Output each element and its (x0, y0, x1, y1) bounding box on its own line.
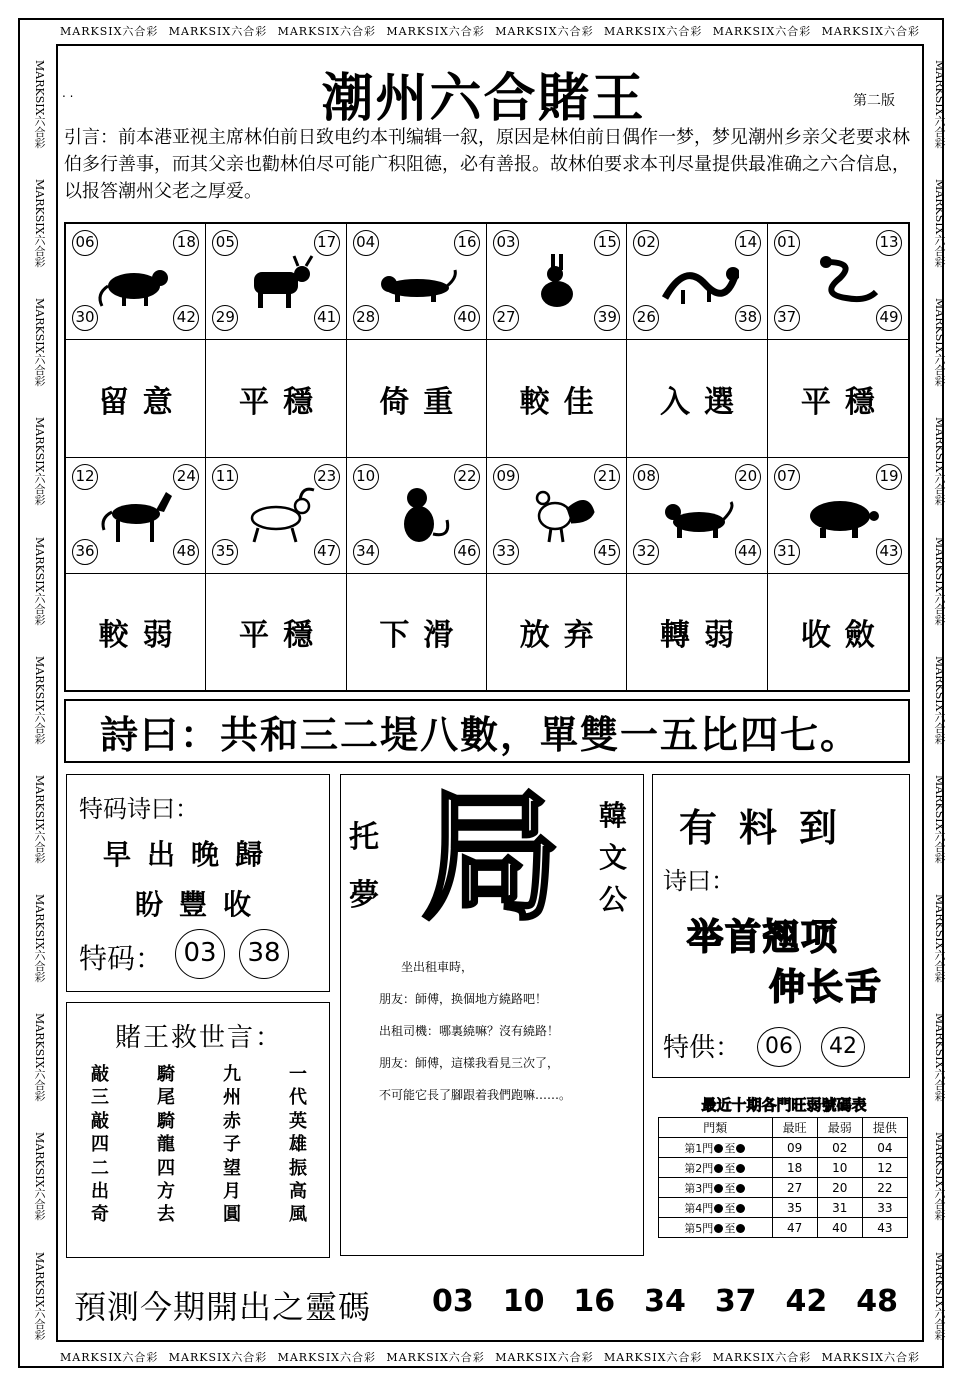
story-line: 坐出租車時， (401, 960, 474, 974)
ball-icon (714, 1224, 723, 1233)
material-supply-label: 特供： (663, 1033, 742, 1063)
story-line: 出租司機：哪裏繞嘛？沒有繞路！ (379, 1024, 560, 1038)
dog-icon (655, 482, 739, 548)
record-gate: 第3門 至 (659, 1178, 773, 1198)
zodiac-number: 18 (173, 230, 199, 256)
zodiac-cell (66, 458, 206, 574)
ball-icon (736, 1204, 745, 1213)
record-max: 35 (772, 1198, 817, 1218)
zodiac-number: 31 (774, 539, 800, 565)
zodiac-number: 20 (735, 464, 761, 490)
fortune-text: 轉弱 (627, 574, 767, 690)
watermark-text: MARKSIX六合彩 (168, 25, 268, 38)
rooster-icon (515, 482, 599, 548)
watermark-text: MARKSIX六合彩 (60, 25, 159, 38)
material-poem-label: 诗曰： (663, 867, 735, 895)
prediction-number: 10 (502, 1284, 545, 1319)
saviour-char: 一 (289, 1064, 307, 1085)
saviour-columns (91, 1063, 307, 1227)
watermark-text: MARKSIX六合彩 (33, 1013, 46, 1102)
ball-icon (736, 1144, 745, 1153)
saviour-char: 九 (223, 1064, 241, 1085)
rat-icon (94, 248, 178, 314)
zodiac-number: 14 (735, 230, 761, 256)
zodiac-cell (347, 458, 487, 574)
ball-icon (736, 1184, 745, 1193)
record-gate: 第5門 至 (659, 1218, 773, 1238)
record-row (659, 1158, 908, 1178)
zodiac-number: 08 (633, 464, 659, 490)
zodiac-number: 49 (876, 305, 902, 331)
fortune-text: 倚重 (347, 340, 487, 458)
watermark-text: MARKSIX六合彩 (933, 894, 946, 983)
saviour-char: 月 (223, 1181, 241, 1203)
zodiac-number: 30 (72, 305, 98, 331)
zodiac-cell (487, 458, 627, 574)
saviour-char: 振 (289, 1157, 307, 1179)
zodiac-number: 24 (173, 464, 199, 490)
zodiac-number: 32 (633, 539, 659, 565)
record-min: 10 (817, 1158, 862, 1178)
tiger-icon (375, 248, 459, 314)
saviour-char: 敲 (91, 1110, 109, 1132)
dream-left-char: 夢 (349, 878, 379, 913)
special-poem-box (66, 774, 330, 992)
zodiac-cell (627, 224, 767, 340)
zodiac-number: 27 (493, 305, 519, 331)
prediction-number: 03 (432, 1284, 474, 1319)
watermark-text: MARKSIX六合彩 (603, 25, 703, 38)
prediction-numbers (432, 1284, 898, 1319)
saviour-char: 三 (91, 1087, 109, 1109)
saviour-column (223, 1063, 241, 1227)
record-offer: 22 (862, 1178, 907, 1198)
special-poem-line1: 早出晚歸 (103, 838, 280, 871)
record-max: 27 (772, 1178, 817, 1198)
material-box (652, 774, 910, 1078)
zodiac-number: 11 (212, 464, 238, 490)
story-line: 不可能它長了腳跟着我們跑嘛……。 (379, 1088, 572, 1102)
saviour-column (91, 1063, 109, 1227)
saviour-char: 騎 (157, 1064, 175, 1085)
header-dots: . . (62, 86, 74, 100)
watermark-text: MARKSIX六合彩 (33, 1132, 46, 1221)
dream-right-char: 文 (599, 841, 628, 874)
record-row (659, 1198, 908, 1218)
special-code-label: 特码： (79, 942, 164, 975)
prediction-number: 16 (573, 1284, 616, 1319)
record-offer: 04 (862, 1138, 907, 1158)
watermark-text: MARKSIX六合彩 (60, 1351, 159, 1364)
zodiac-cell (206, 224, 346, 340)
fortune-text: 入選 (627, 340, 767, 458)
watermark-left (28, 60, 50, 1340)
snake-icon (796, 248, 880, 314)
watermark-bottom (60, 1346, 920, 1368)
dream-story (379, 951, 639, 1111)
zodiac-number: 36 (72, 539, 98, 565)
record-min: 40 (817, 1218, 862, 1238)
rabbit-icon (515, 248, 599, 314)
zodiac-cell (66, 224, 206, 340)
record-offer: 33 (862, 1198, 907, 1218)
record-gate: 第1門 至 (659, 1138, 773, 1158)
saviour-char: 赤 (223, 1110, 241, 1132)
zodiac-number: 01 (774, 230, 800, 256)
watermark-text: MARKSIX六合彩 (933, 1251, 946, 1340)
zodiac-number: 05 (212, 230, 238, 256)
zodiac-number: 46 (454, 539, 480, 565)
watermark-text: MARKSIX六合彩 (933, 536, 946, 626)
material-poem-line1: 举首翘项 (687, 917, 840, 958)
zodiac-number: 45 (594, 539, 620, 565)
goat-icon (234, 482, 318, 548)
watermark-text: MARKSIX六合彩 (386, 25, 485, 38)
special-poem-line2: 盼豐收 (135, 888, 268, 921)
special-code-1: 03 (175, 929, 225, 979)
monkey-icon (375, 482, 459, 548)
ball-icon (714, 1204, 723, 1213)
watermark-text: MARKSIX六合彩 (33, 536, 46, 626)
material-supply-1: 06 (757, 1027, 801, 1067)
watermark-text: MARKSIX六合彩 (933, 298, 946, 387)
zodiac-number: 13 (876, 230, 902, 256)
watermark-text: MARKSIX六合彩 (33, 417, 46, 506)
record-max: 47 (772, 1218, 817, 1238)
zodiac-cell (347, 224, 487, 340)
watermark-text: MARKSIX六合彩 (933, 774, 946, 864)
ball-icon (714, 1164, 723, 1173)
fortune-text: 較弱 (66, 574, 206, 690)
zodiac-number: 40 (454, 305, 480, 331)
watermark-text: MARKSIX六合彩 (33, 298, 46, 387)
zodiac-cell (206, 458, 346, 574)
record-gate: 第2門 至 (659, 1158, 773, 1178)
zodiac-number: 33 (493, 539, 519, 565)
zodiac-number: 44 (735, 539, 761, 565)
ox-icon (234, 248, 318, 314)
saviour-char: 雄 (289, 1134, 307, 1156)
zodiac-number: 17 (314, 230, 340, 256)
record-table (658, 1117, 908, 1238)
watermark-text: MARKSIX六合彩 (33, 894, 46, 983)
record-header: 最旺 (772, 1118, 817, 1138)
watermark-text: MARKSIX六合彩 (495, 1351, 594, 1364)
watermark-text: MARKSIX六合彩 (33, 60, 46, 149)
watermark-text: MARKSIX六合彩 (277, 25, 377, 38)
zodiac-number: 16 (454, 230, 480, 256)
record-row (659, 1138, 908, 1158)
zodiac-number: 10 (353, 464, 379, 490)
zodiac-cell (487, 224, 627, 340)
record-offer: 12 (862, 1158, 907, 1178)
dragon-icon (655, 248, 739, 314)
zodiac-number: 04 (353, 230, 379, 256)
saviour-char: 方 (157, 1181, 175, 1203)
watermark-text: MARKSIX六合彩 (33, 655, 46, 745)
record-row (659, 1218, 908, 1238)
material-supply-2: 42 (821, 1027, 865, 1067)
zodiac-number: 02 (633, 230, 659, 256)
zodiac-number: 19 (876, 464, 902, 490)
zodiac-number: 39 (594, 305, 620, 331)
story-line: 朋友：師傅，换個地方繞路吧！ (379, 992, 548, 1006)
ball-icon (714, 1144, 723, 1153)
zodiac-number: 03 (493, 230, 519, 256)
zodiac-number: 26 (633, 305, 659, 331)
watermark-text: MARKSIX六合彩 (33, 774, 46, 864)
saviour-char: 望 (223, 1157, 241, 1179)
watermark-text: MARKSIX六合彩 (933, 60, 946, 149)
zodiac-number: 22 (454, 464, 480, 490)
dream-right-char: 韓 (599, 799, 628, 832)
watermark-text: MARKSIX六合彩 (933, 1132, 946, 1221)
zodiac-grid (64, 222, 910, 692)
record-header: 門類 (659, 1118, 773, 1138)
record-row (659, 1178, 908, 1198)
record-min: 31 (817, 1198, 862, 1218)
special-code-2: 38 (239, 929, 289, 979)
zodiac-number: 15 (594, 230, 620, 256)
dream-right-text (599, 795, 627, 921)
watermark-right (928, 60, 950, 1340)
watermark-text: MARKSIX六合彩 (712, 25, 812, 38)
zodiac-cell (768, 224, 908, 340)
ball-icon (736, 1224, 745, 1233)
saviour-char: 奇 (91, 1204, 109, 1226)
zodiac-number: 48 (173, 539, 199, 565)
saviour-char: 風 (289, 1204, 307, 1226)
zodiac-number: 41 (314, 305, 340, 331)
saviour-char: 出 (91, 1181, 109, 1203)
material-title: 有料到 (679, 806, 860, 850)
fortune-text: 下滑 (347, 574, 487, 690)
zodiac-number: 12 (72, 464, 98, 490)
saviour-char: 英 (289, 1110, 307, 1132)
ball-icon (714, 1184, 723, 1193)
zodiac-number: 42 (173, 305, 199, 331)
saviour-char: 高 (289, 1181, 307, 1203)
watermark-top (60, 20, 920, 42)
zodiac-number: 29 (212, 305, 238, 331)
record-header: 提供 (862, 1118, 907, 1138)
watermark-text: MARKSIX六合彩 (168, 1351, 268, 1364)
saviour-char: 尾 (157, 1087, 175, 1109)
saviour-title: 賭王救世言： (114, 1023, 283, 1053)
prediction-number: 34 (644, 1284, 686, 1319)
saviour-column (157, 1063, 175, 1227)
dream-left-text (349, 809, 379, 925)
zodiac-number: 34 (353, 539, 379, 565)
saviour-char: 州 (223, 1087, 241, 1109)
saviour-char: 子 (223, 1134, 241, 1156)
watermark-text: MARKSIX六合彩 (821, 25, 920, 38)
fortune-text: 較佳 (487, 340, 627, 458)
record-gate: 第4門 至 (659, 1198, 773, 1218)
record-title: 最近十期各門旺弱號碼表 (701, 1096, 867, 1114)
zodiac-number: 37 (774, 305, 800, 331)
story-line: 朋友：師傅，這樣我看見三次了， (379, 1056, 560, 1070)
record-min: 20 (817, 1178, 862, 1198)
prediction-label: 預測今期開出之靈碼 (74, 1288, 372, 1326)
saviour-char: 去 (157, 1204, 175, 1226)
watermark-text: MARKSIX六合彩 (933, 1013, 946, 1102)
dream-right-char: 公 (599, 883, 628, 916)
fortune-text: 平穩 (206, 340, 346, 458)
fortune-text: 放弃 (487, 574, 627, 690)
prediction-number: 37 (714, 1284, 757, 1319)
zodiac-number: 21 (594, 464, 620, 490)
record-min: 02 (817, 1138, 862, 1158)
pig-icon (796, 482, 880, 548)
special-poem-label: 特码诗曰： (79, 795, 199, 823)
watermark-text: MARKSIX六合彩 (603, 1351, 703, 1364)
zodiac-number: 38 (735, 305, 761, 331)
zodiac-number: 35 (212, 539, 238, 565)
zodiac-cell (627, 458, 767, 574)
record-header: 最弱 (817, 1118, 862, 1138)
watermark-text: MARKSIX六合彩 (712, 1351, 812, 1364)
prediction-number: 48 (856, 1284, 898, 1319)
dream-box (340, 774, 644, 1256)
fortune-text: 留意 (66, 340, 206, 458)
record-offer: 43 (862, 1218, 907, 1238)
page-title: 潮州六合賭王 (321, 68, 646, 129)
record-max: 09 (772, 1138, 817, 1158)
zodiac-number: 47 (314, 539, 340, 565)
prediction-number: 42 (785, 1284, 828, 1319)
saviour-char: 敲 (91, 1064, 109, 1085)
saviour-char: 代 (289, 1087, 307, 1109)
fortune-text: 收斂 (800, 618, 889, 653)
zodiac-number: 07 (774, 464, 800, 490)
record-max: 18 (772, 1158, 817, 1178)
zodiac-number: 09 (493, 464, 519, 490)
saviour-char: 龍 (157, 1134, 175, 1156)
dream-left-char: 托 (349, 820, 379, 855)
saviour-char: 四 (157, 1157, 175, 1179)
watermark-text: MARKSIX六合彩 (933, 655, 946, 745)
watermark-text: MARKSIX六合彩 (495, 25, 594, 38)
watermark-text: MARKSIX六合彩 (33, 1251, 46, 1340)
zodiac-number: 06 (72, 230, 98, 256)
zodiac-number: 28 (353, 305, 379, 331)
fortune-text: 平穩 (206, 574, 346, 690)
saviour-box (66, 1002, 330, 1258)
watermark-text: MARKSIX六合彩 (277, 1351, 377, 1364)
edition-label: 第二版 (853, 93, 895, 109)
watermark-text: MARKSIX六合彩 (933, 179, 946, 268)
fortune-text: 平穩 (768, 340, 908, 458)
ball-icon (736, 1164, 745, 1173)
horse-icon (94, 482, 178, 548)
record-header-row (659, 1118, 908, 1138)
saviour-char: 圓 (223, 1204, 241, 1226)
watermark-text: MARKSIX六合彩 (33, 179, 46, 268)
zodiac-cell (768, 458, 908, 574)
saviour-char: 二 (91, 1157, 109, 1179)
saviour-column (289, 1063, 307, 1227)
saviour-char: 騎 (157, 1110, 175, 1132)
poem-bar: 詩曰：共和三二堤八數，單雙一五比四七。 (64, 699, 910, 763)
watermark-text: MARKSIX六合彩 (821, 1351, 920, 1364)
zodiac-number: 43 (876, 539, 902, 565)
saviour-char: 四 (91, 1134, 109, 1156)
watermark-text: MARKSIX六合彩 (933, 417, 946, 506)
watermark-text: MARKSIX六合彩 (386, 1351, 485, 1364)
zodiac-number: 23 (314, 464, 340, 490)
dream-big-char: 局 (421, 777, 562, 940)
intro-text: 引言：前本港亚视主席林伯前日致电约本刊编辑一叙，原因是林伯前日偶作一梦，梦见潮州乡亲父老要求林伯多行善事，而其父亲也勸林伯尽可能广积阻德，必有善报。故林伯要求本刊尽量提供最准确之六合信息，以报答潮州父老之厚爱。 (64, 127, 910, 202)
material-poem-line2: 伸长舌 (769, 967, 884, 1008)
